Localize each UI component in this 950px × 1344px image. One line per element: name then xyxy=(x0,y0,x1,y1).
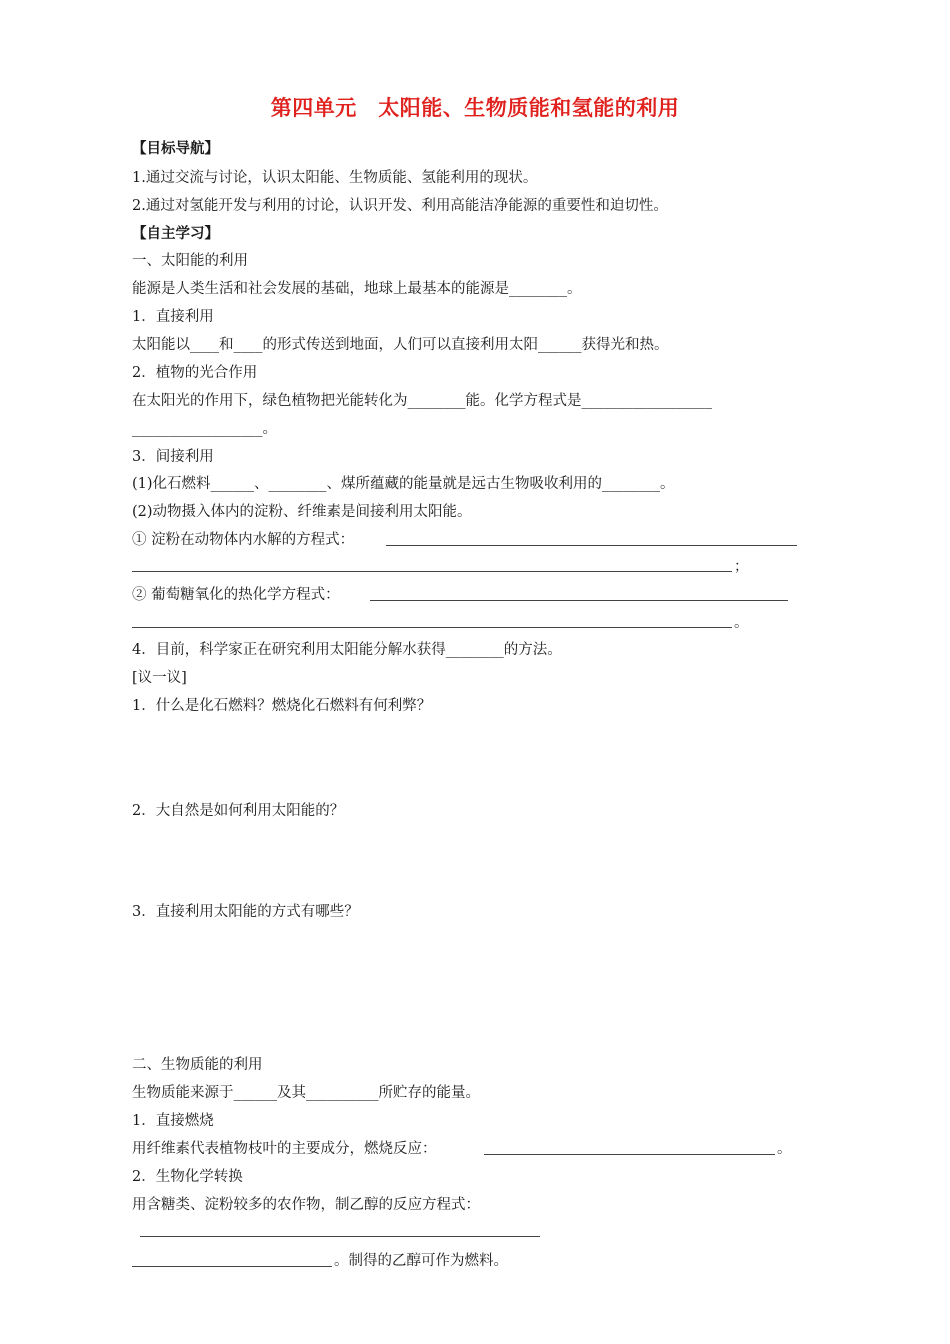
section-2-point-2-end: 。制得的乙醇可作为燃料。 xyxy=(334,1253,508,1269)
line-end-semicolon: ； xyxy=(734,559,749,575)
goal-item-2: 2.通过对氢能开发与利用的讨论，认识开发、利用高能洁净能源的重要性和迫切性。 xyxy=(132,198,668,214)
section-1-point-3-a: (1)化石燃料______、________、煤所蕴藏的能量就是远古生物吸收利用的________。 xyxy=(132,476,675,492)
section-1-point-3-b: (2)动物摄入体内的淀粉、纤维素是间接利用太阳能。 xyxy=(132,504,472,520)
section-1-point-1: 1．直接利用 xyxy=(132,309,214,325)
answer-line xyxy=(386,545,797,546)
section-1-intro: 能源是人类生活和社会发展的基础，地球上最基本的能源是________。 xyxy=(132,281,582,297)
section-2-point-2-text: 用含糖类、淀粉较多的农作物，制乙醇的反应方程式： xyxy=(132,1197,480,1213)
section-2-title: 二、生物质能的利用 xyxy=(132,1057,263,1073)
discussion-question-1: 1．什么是化石燃料？燃烧化石燃料有何利弊？ xyxy=(132,698,432,714)
study-header: 【自主学习】 xyxy=(132,225,219,242)
answer-line xyxy=(140,1236,540,1237)
section-1-point-1-text: 太阳能以____和____的形式传送到地面，人们可以直接利用太阳______获得光和热。 xyxy=(132,337,669,353)
section-2-point-1: 1．直接燃烧 xyxy=(132,1113,214,1129)
section-1-point-4: 4．目前，科学家正在研究利用太阳能分解水获得________的方法。 xyxy=(132,642,562,658)
page-title: 第四单元 太阳能、生物质能和氢能的利用 xyxy=(270,96,680,120)
section-1-title: 一、太阳能的利用 xyxy=(132,253,248,269)
answer-line xyxy=(132,627,732,628)
section-2-point-2: 2．生物化学转换 xyxy=(132,1169,243,1185)
glucose-oxidation-label: ② 葡萄糖氧化的热化学方程式： xyxy=(132,587,340,603)
section-1-point-2: 2．植物的光合作用 xyxy=(132,365,258,381)
answer-line xyxy=(484,1154,775,1155)
discussion-question-2: 2．大自然是如何利用太阳能的？ xyxy=(132,803,345,819)
answer-line xyxy=(132,571,732,572)
section-1-point-2-text: 在太阳光的作用下，绿色植物把光能转化为________能。化学方程式是__________________ xyxy=(132,393,712,409)
section-2-point-1-text: 用纤维素代表植物枝叶的主要成分，燃烧反应： xyxy=(132,1141,437,1157)
starch-hydrolysis-label: ① 淀粉在动物体内水解的方程式： xyxy=(132,532,355,548)
discussion-question-3: 3．直接利用太阳能的方式有哪些？ xyxy=(132,904,359,920)
discuss-header: [议一议] xyxy=(132,670,187,686)
section-1-point-3: 3．间接利用 xyxy=(132,449,214,465)
section-1-point-2-text-cont: __________________。 xyxy=(132,421,277,437)
section-2-intro: 生物质能来源于______及其__________所贮存的能量。 xyxy=(132,1085,480,1101)
answer-line xyxy=(132,1266,332,1267)
line-end-period: 。 xyxy=(734,615,749,631)
line-end-period: 。 xyxy=(777,1141,792,1157)
goal-item-1: 1.通过交流与讨论，认识太阳能、生物质能、氢能利用的现状。 xyxy=(132,170,538,186)
answer-line xyxy=(370,600,788,601)
goal-header: 【目标导航】 xyxy=(132,140,219,157)
